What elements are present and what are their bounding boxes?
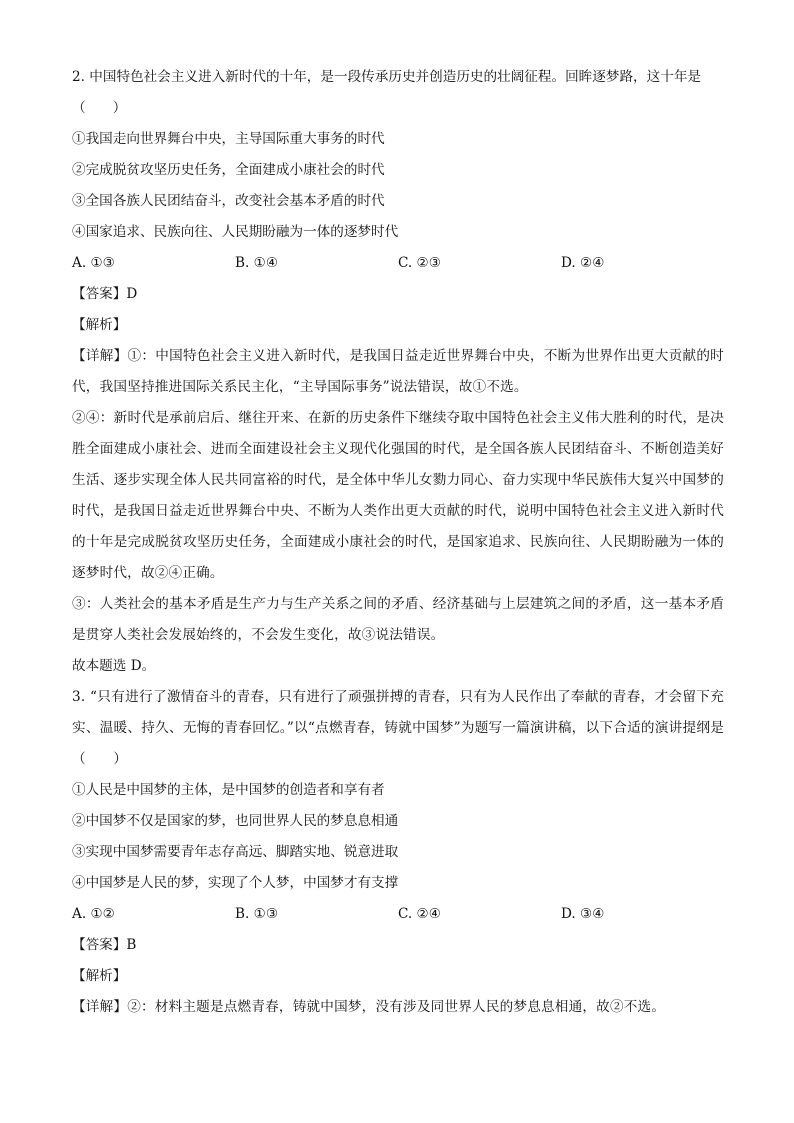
document-page <box>72 62 724 1023</box>
q3-option-b: B. ①③ <box>235 906 279 922</box>
q2-stem-line2: （ ） <box>72 100 127 116</box>
q2-option-b: B. ①④ <box>235 255 279 271</box>
q3-answer <box>72 930 724 961</box>
q2-options <box>72 248 724 279</box>
q2-option-d: D. ②④ <box>561 255 605 271</box>
q3-statement-4: ④中国梦是人民的梦，实现了个人梦，中国梦才有支撑 <box>72 875 399 891</box>
q2-statement-1: ①我国走向世界舞台中央，主导国际重大事务的时代 <box>72 131 385 147</box>
q3-option-d: D. ③④ <box>561 906 605 922</box>
q3-statement-1: ①人民是中国梦的主体，是中国梦的创造者和享有者 <box>72 782 385 798</box>
detail-text: ①：中国特色社会主义进入新时代，是我国日益走近世界舞台中央，不断为世界作出更大贡献的时代，我国坚持推进国际关系民主化，“主导国际事务”说法错误，故①不选。 <box>72 348 724 395</box>
q3-option-c: C. ②④ <box>398 906 441 922</box>
q2-detail-p2: ②④：新时代是承前启后、继往开来、在新的历史条件下继续夺取中国特色社会主义伟大胜利的时代，是决胜全面建成小康社会、进而全面建设社会主义现代化强国的时代，是全国各族人民团结奋斗、不断创造美好生活、逐步实现全体人民共同富裕的时代，是全体中华儿女勠力同心、奋力实现中华民族伟大复兴中国梦的时代，是我国日益走近世界舞台中央、不断为人类作出更大贡献的时代，说明中国特色社会主义进入新时代的十年是完成脱贫攻坚历史任务，全面建成小康社会的时代，是国家追求、民族向往、人民期盼融为一体的逐梦时代，故②④正确。 <box>72 410 724 581</box>
q3-option-a: A. ①② <box>72 906 115 922</box>
answer-tag: 【答案】 <box>72 937 127 953</box>
q2-statement-4: ④国家追求、民族向往、人民期盼融为一体的逐梦时代 <box>72 224 399 240</box>
q2-statement-3: ③全国各族人民团结奋斗，改变社会基本矛盾的时代 <box>72 193 385 209</box>
answer-tag: 【答案】 <box>72 286 127 302</box>
answer-value: D <box>126 286 138 302</box>
q2-answer <box>72 279 724 310</box>
detail-tag: 【详解】 <box>72 348 128 364</box>
answer-value: B <box>126 937 137 953</box>
q3-analysis-tag: 【解析】 <box>72 968 127 984</box>
q3-options <box>72 899 724 930</box>
detail-text: ②：材料主题是点燃青春，铸就中国梦，没有涉及同世界人民的梦息息相通，故②不选。 <box>127 999 666 1015</box>
q2-statement-2: ②完成脱贫攻坚历史任务，全面建成小康社会的时代 <box>72 162 385 178</box>
q3-statement-3: ③实现中国梦需要青年志存高远、脚踏实地、锐意进取 <box>72 844 399 860</box>
q2-option-c: C. ②③ <box>398 255 441 271</box>
q3-stem: 3. “只有进行了激情奋斗的青春，只有进行了顽强拼搏的青春，只有为人民作出了奉献的青春，才会留下充实、温暖、持久、无悔的青春回忆。”以“点燃青春，铸就中国梦”为题写一篇演讲稿，以下合适的演讲提纲是（ ） <box>72 689 724 767</box>
q2-stem-line1: 2. 中国特色社会主义进入新时代的十年，是一段传承历史并创造历史的壮阔征程。回眸逐梦路，这十年是 <box>72 69 702 85</box>
q3-detail-p1 <box>72 992 724 1023</box>
q2-detail-p3: ③：人类社会的基本矛盾是生产力与生产关系之间的矛盾、经济基础与上层建筑之间的矛盾，这一基本矛盾是贯穿人类社会发展始终的，不会发生变化，故③说法错误。 <box>72 596 724 643</box>
q3-statement-2: ②中国梦不仅是国家的梦，也同世界人民的梦息息相通 <box>72 813 399 829</box>
q2-conclusion: 故本题选 D。 <box>72 658 156 674</box>
q2-detail-p1 <box>72 341 724 403</box>
q2-analysis-tag: 【解析】 <box>72 317 127 333</box>
detail-tag: 【详解】 <box>72 999 128 1015</box>
q2-option-a: A. ①③ <box>72 255 115 271</box>
